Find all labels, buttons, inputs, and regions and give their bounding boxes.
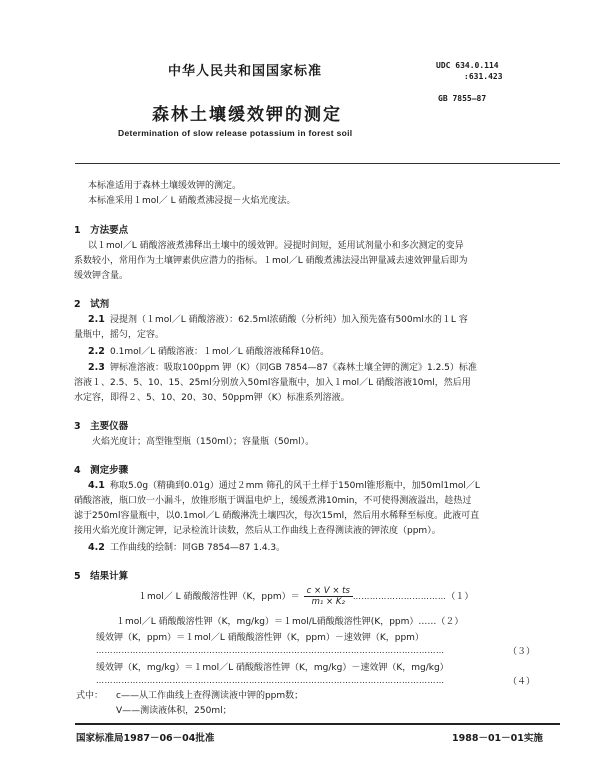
equation-3-number: （３） [508, 647, 536, 657]
s4-1-line: 滤于250ml容量瓶中，以0.1mol／L 硝酸淋洗土壤四次，每次15ml，然后用水稀释至标度。此液可直 [74, 511, 480, 521]
s1-line: 以１mol／L 硝酸溶液煮沸释出土壤中的缓效钾。浸提时间短，延用试剂量小和多次测定的变异 [88, 241, 464, 251]
section-2-heading: 2 试剂 [74, 299, 110, 310]
s4-1-line: 接用火焰光度计测定钾，记录检流计读数，然后从工作曲线上查得测读液的钾浓度（ppm）。 [74, 526, 441, 536]
section-4-heading: 4 测定步骤 [74, 465, 129, 476]
eq1-denominator: m₁ × K₂ [311, 597, 345, 607]
equation-4-number: （４） [508, 677, 536, 687]
section-5-heading: 5 结果计算 [74, 571, 129, 582]
standard-org: 中华人民共和国国家标准 [168, 64, 323, 79]
footer-divider [75, 723, 560, 725]
where-item-1: c——从工作曲线上查得测读液中钾的ppm数； [116, 691, 304, 701]
equation-2: １mol／L 硝酸酸溶性钾（K，mg/kg）＝１mol/L硝酸酸溶性钾(K，ppm）……（２） [116, 617, 464, 627]
equation-3: 缓效钾（K，ppm）＝１mol／L 硝酸酸溶性钾（K，ppm）－速效钾（K，ppm） [96, 633, 424, 643]
document-title-english: Determination of slow release potassium in forest soil [118, 128, 353, 138]
header-divider [75, 163, 560, 164]
s1-line: 系数较小，常用作为土壤钾素供应潜力的指标。１mol／L 硝酸煮沸法浸出钾量减去速效钾量后即为 [74, 256, 468, 266]
section-3-heading: 3 主要仪器 [74, 421, 129, 432]
where-item-2: V——测读液体积，250ml； [116, 706, 232, 716]
udc-line-1: UDC 634.0.114 [436, 61, 499, 70]
s2-2-text: 0.1mol／L 硝酸溶液：１mol／L 硝酸溶液稀释10倍。 [110, 347, 330, 357]
section-1-heading: 1 方法要点 [74, 225, 129, 236]
s2-1-line: 浸提剂（１mol／L 硝酸溶液）：62.5ml浓硝酸（分析纯）加入预先盛有500ml水的１L 容 [110, 315, 468, 325]
equation-1: １mol／ L 硝酸酸溶性钾（K，ppm）＝ $\frac{c \times V \times ts}{\text{m₁ × K₂}}$ ……………………………（１） [138, 586, 474, 607]
udc-line-2: :631.423 [464, 72, 503, 81]
s4-2-text: 工作曲线的绘制：同GB 7854—87 1.4.3。 [110, 543, 286, 553]
eq1-numerator: c × V × ts [304, 586, 353, 597]
where-label: 式中： [76, 691, 104, 701]
s1-line: 缓效钾含量。 [74, 271, 129, 281]
approval-date: 国家标准局1987－06－04批准 [76, 733, 215, 744]
intro-line-2: 本标准采用１mol／ L 硝酸煮沸浸提－火焰光度法。 [88, 196, 296, 206]
clause-number: 2.2 [88, 346, 105, 357]
clause-number: 4.1 [88, 480, 105, 491]
equation-4: 缓效钾（K，mg/kg）＝１mol／L 硝酸酸溶性钾（K，mg/kg）－速效钾（K，mg/kg） [96, 663, 449, 673]
s2-3-line: 钾标准溶液：吸取100ppm 钾（K）（同GB 7854—87《森林土壤全钾的测定》1.2.5）标准 [110, 363, 477, 373]
clause-number: 2.3 [88, 362, 105, 373]
eq1-fraction [304, 586, 353, 607]
eq1-number: （１） [446, 592, 474, 602]
s4-1-line: 硝酸溶液，瓶口放一小漏斗，放锥形瓶于调温电炉上，缓缓煮沸10min，不可使得测液溢出，趁热过 [74, 496, 472, 506]
implementation-date: 1988－01－01实施 [452, 733, 543, 744]
clause-number: 4.2 [88, 542, 105, 553]
s2-1-line: 量瓶中，摇匀，定容。 [74, 330, 165, 340]
s4-1-line: 称取5.0g（精确到0.01g）通过２mm 筛孔的风干土样于150ml锥形瓶中，加50ml1mol／L [110, 481, 480, 491]
leader-dots: …………………………………………………………………………………………………………… [96, 676, 445, 685]
leader-dots: …………………………………………………………………………………………………………… [96, 646, 445, 655]
eq1-lhs: １mol／ L 硝酸酸溶性钾（K，ppm）＝ [138, 592, 300, 602]
document-title: 森林土壤缓效钾的测定 [152, 105, 342, 125]
clause-number: 2.1 [88, 314, 105, 325]
gb-number: GB 7855—87 [438, 94, 487, 103]
s2-3-line: 水定容，即得２、5、10、20、30、50ppm钾（K）标准系列溶液。 [74, 393, 350, 403]
intro-line-1: 本标准适用于森林土壤缓效钾的测定。 [88, 181, 242, 191]
udc-code [436, 60, 503, 82]
s2-3-line: 溶液１、2.5、5、10、15、25ml分别放入50ml容量瓶中，加入１mol／L 硝酸溶液10ml，然后用 [74, 378, 471, 388]
s3-text: 火焰光度计；高型锥型瓶（150ml）；容量瓶（50ml）。 [92, 437, 315, 447]
